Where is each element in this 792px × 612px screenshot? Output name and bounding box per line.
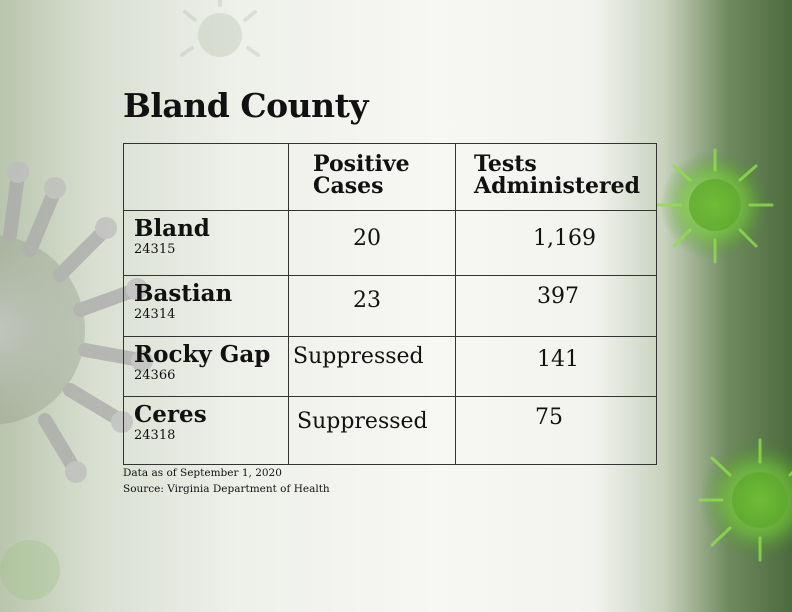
tests-value: 75	[535, 405, 563, 430]
place-cell	[124, 337, 289, 397]
tests-cell	[456, 276, 657, 337]
positive-value: 20	[353, 226, 381, 251]
table-row	[124, 211, 657, 276]
tests-cell	[456, 337, 657, 397]
header-tests-administered	[456, 144, 657, 211]
covid-data-table	[123, 143, 657, 465]
data-date-note: Data as of September 1, 2020	[123, 467, 282, 479]
top-faint-virus-icon	[182, 0, 258, 57]
green-virus-bottom-right-icon	[700, 440, 792, 560]
tests-value: 397	[537, 284, 579, 309]
green-virus-top-right-icon	[658, 150, 772, 262]
header-tests-line1: Tests	[474, 151, 537, 177]
header-positive-line2: Cases	[313, 173, 384, 199]
positive-value: 23	[353, 288, 381, 313]
positive-cell	[289, 211, 456, 276]
header-empty-cell	[124, 144, 289, 211]
tests-cell	[456, 211, 657, 276]
faint-virus-bottom-left-icon	[0, 540, 60, 600]
tests-cell	[456, 397, 657, 465]
positive-value: Suppressed	[297, 409, 428, 434]
positive-value: Suppressed	[293, 344, 424, 369]
page-title: Bland County	[123, 86, 369, 125]
header-positive-line1: Positive	[313, 151, 410, 177]
place-zip: 24314	[134, 307, 176, 322]
table-row	[124, 276, 657, 337]
table-row	[124, 397, 657, 465]
place-cell	[124, 397, 289, 465]
place-name: Bastian	[134, 280, 233, 307]
header-tests-line2: Administered	[474, 173, 640, 199]
table-row	[124, 337, 657, 397]
place-name: Ceres	[134, 401, 207, 428]
place-name: Rocky Gap	[134, 341, 271, 368]
place-cell	[124, 211, 289, 276]
positive-cell	[289, 276, 456, 337]
place-name: Bland	[134, 215, 210, 242]
positive-cell	[289, 397, 456, 465]
positive-cell	[289, 337, 456, 397]
tests-value: 1,169	[533, 226, 596, 251]
place-zip: 24315	[134, 242, 176, 257]
place-zip: 24366	[134, 368, 176, 383]
tests-value: 141	[537, 347, 579, 372]
data-source-note: Source: Virginia Department of Health	[123, 483, 330, 495]
header-positive-cases	[289, 144, 456, 211]
place-cell	[124, 276, 289, 337]
table-header-row	[124, 144, 657, 211]
place-zip: 24318	[134, 428, 176, 443]
